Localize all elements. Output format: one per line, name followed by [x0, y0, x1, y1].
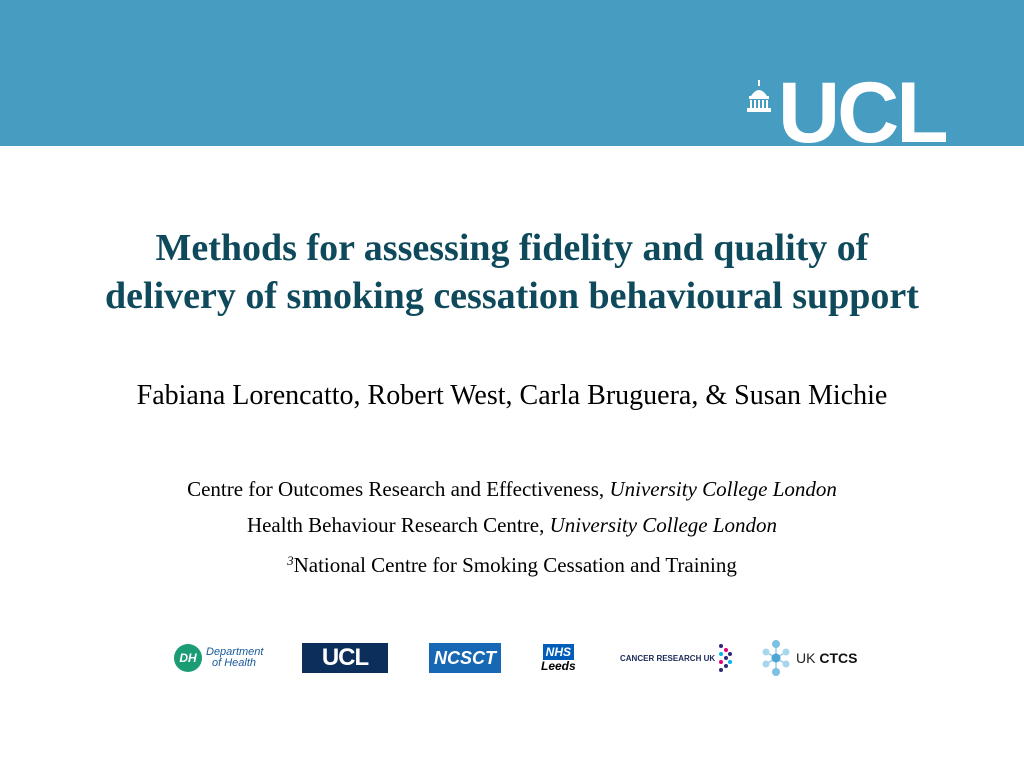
ukctcs-bold: CTCS	[819, 650, 858, 666]
affiliation-3-marker: 3	[287, 553, 294, 568]
ukctcs-prefix: UK	[796, 650, 820, 666]
cruk-text: CANCER RESEARCH UK	[620, 653, 716, 663]
affiliation-3-name: National Centre for Smoking Cessation and Training	[293, 553, 737, 577]
ucl-logo-text: UCL	[778, 80, 946, 146]
ukctcs-logo	[760, 636, 857, 680]
cruk-logo	[620, 636, 735, 680]
ucl-partner-logo	[302, 636, 388, 680]
dh-text	[206, 647, 263, 669]
header-banner	[0, 0, 1024, 146]
dh-logo	[174, 636, 263, 680]
authors: Fabiana Lorencatto, Robert West, Carla Bruguera, & Susan Michie	[136, 380, 888, 411]
affiliation-1	[0, 471, 1024, 507]
nhs-leeds-logo	[541, 636, 576, 680]
title-line-2: delivery of smoking cessation behavioural support	[105, 275, 919, 317]
dh-badge: DH	[174, 644, 202, 672]
ncsct-logo	[429, 636, 501, 680]
affiliation-2-name: Health Behaviour Research Centre,	[246, 513, 550, 537]
title-line-1: Methods for assessing fidelity and quality of	[155, 227, 869, 269]
ukctcs-text	[796, 650, 857, 666]
affiliations	[0, 471, 1024, 583]
affiliation-2-institution: University College London	[549, 513, 778, 537]
affiliation-3	[0, 543, 1024, 583]
partner-logos	[0, 636, 1024, 680]
nhs-badge: NHS	[543, 644, 574, 660]
ncsct-text: NCSCT	[429, 643, 501, 673]
affiliation-2	[0, 507, 1024, 543]
slide-title	[0, 224, 1024, 320]
cruk-dots-icon	[717, 641, 735, 675]
portico-dome-icon	[746, 80, 772, 114]
nhs-leeds	[541, 644, 576, 673]
ucl-partner-text: UCL	[302, 643, 388, 673]
dh-line-2: of Health	[212, 657, 257, 669]
ukctcs-molecule-icon	[760, 638, 792, 678]
nhs-sub: Leeds	[541, 658, 576, 673]
ucl-logo	[746, 80, 946, 146]
dh-line-1: Department	[206, 646, 264, 658]
affiliation-1-name: Centre for Outcomes Research and Effectiveness,	[187, 477, 610, 501]
affiliation-1-institution: University College London	[609, 477, 837, 501]
